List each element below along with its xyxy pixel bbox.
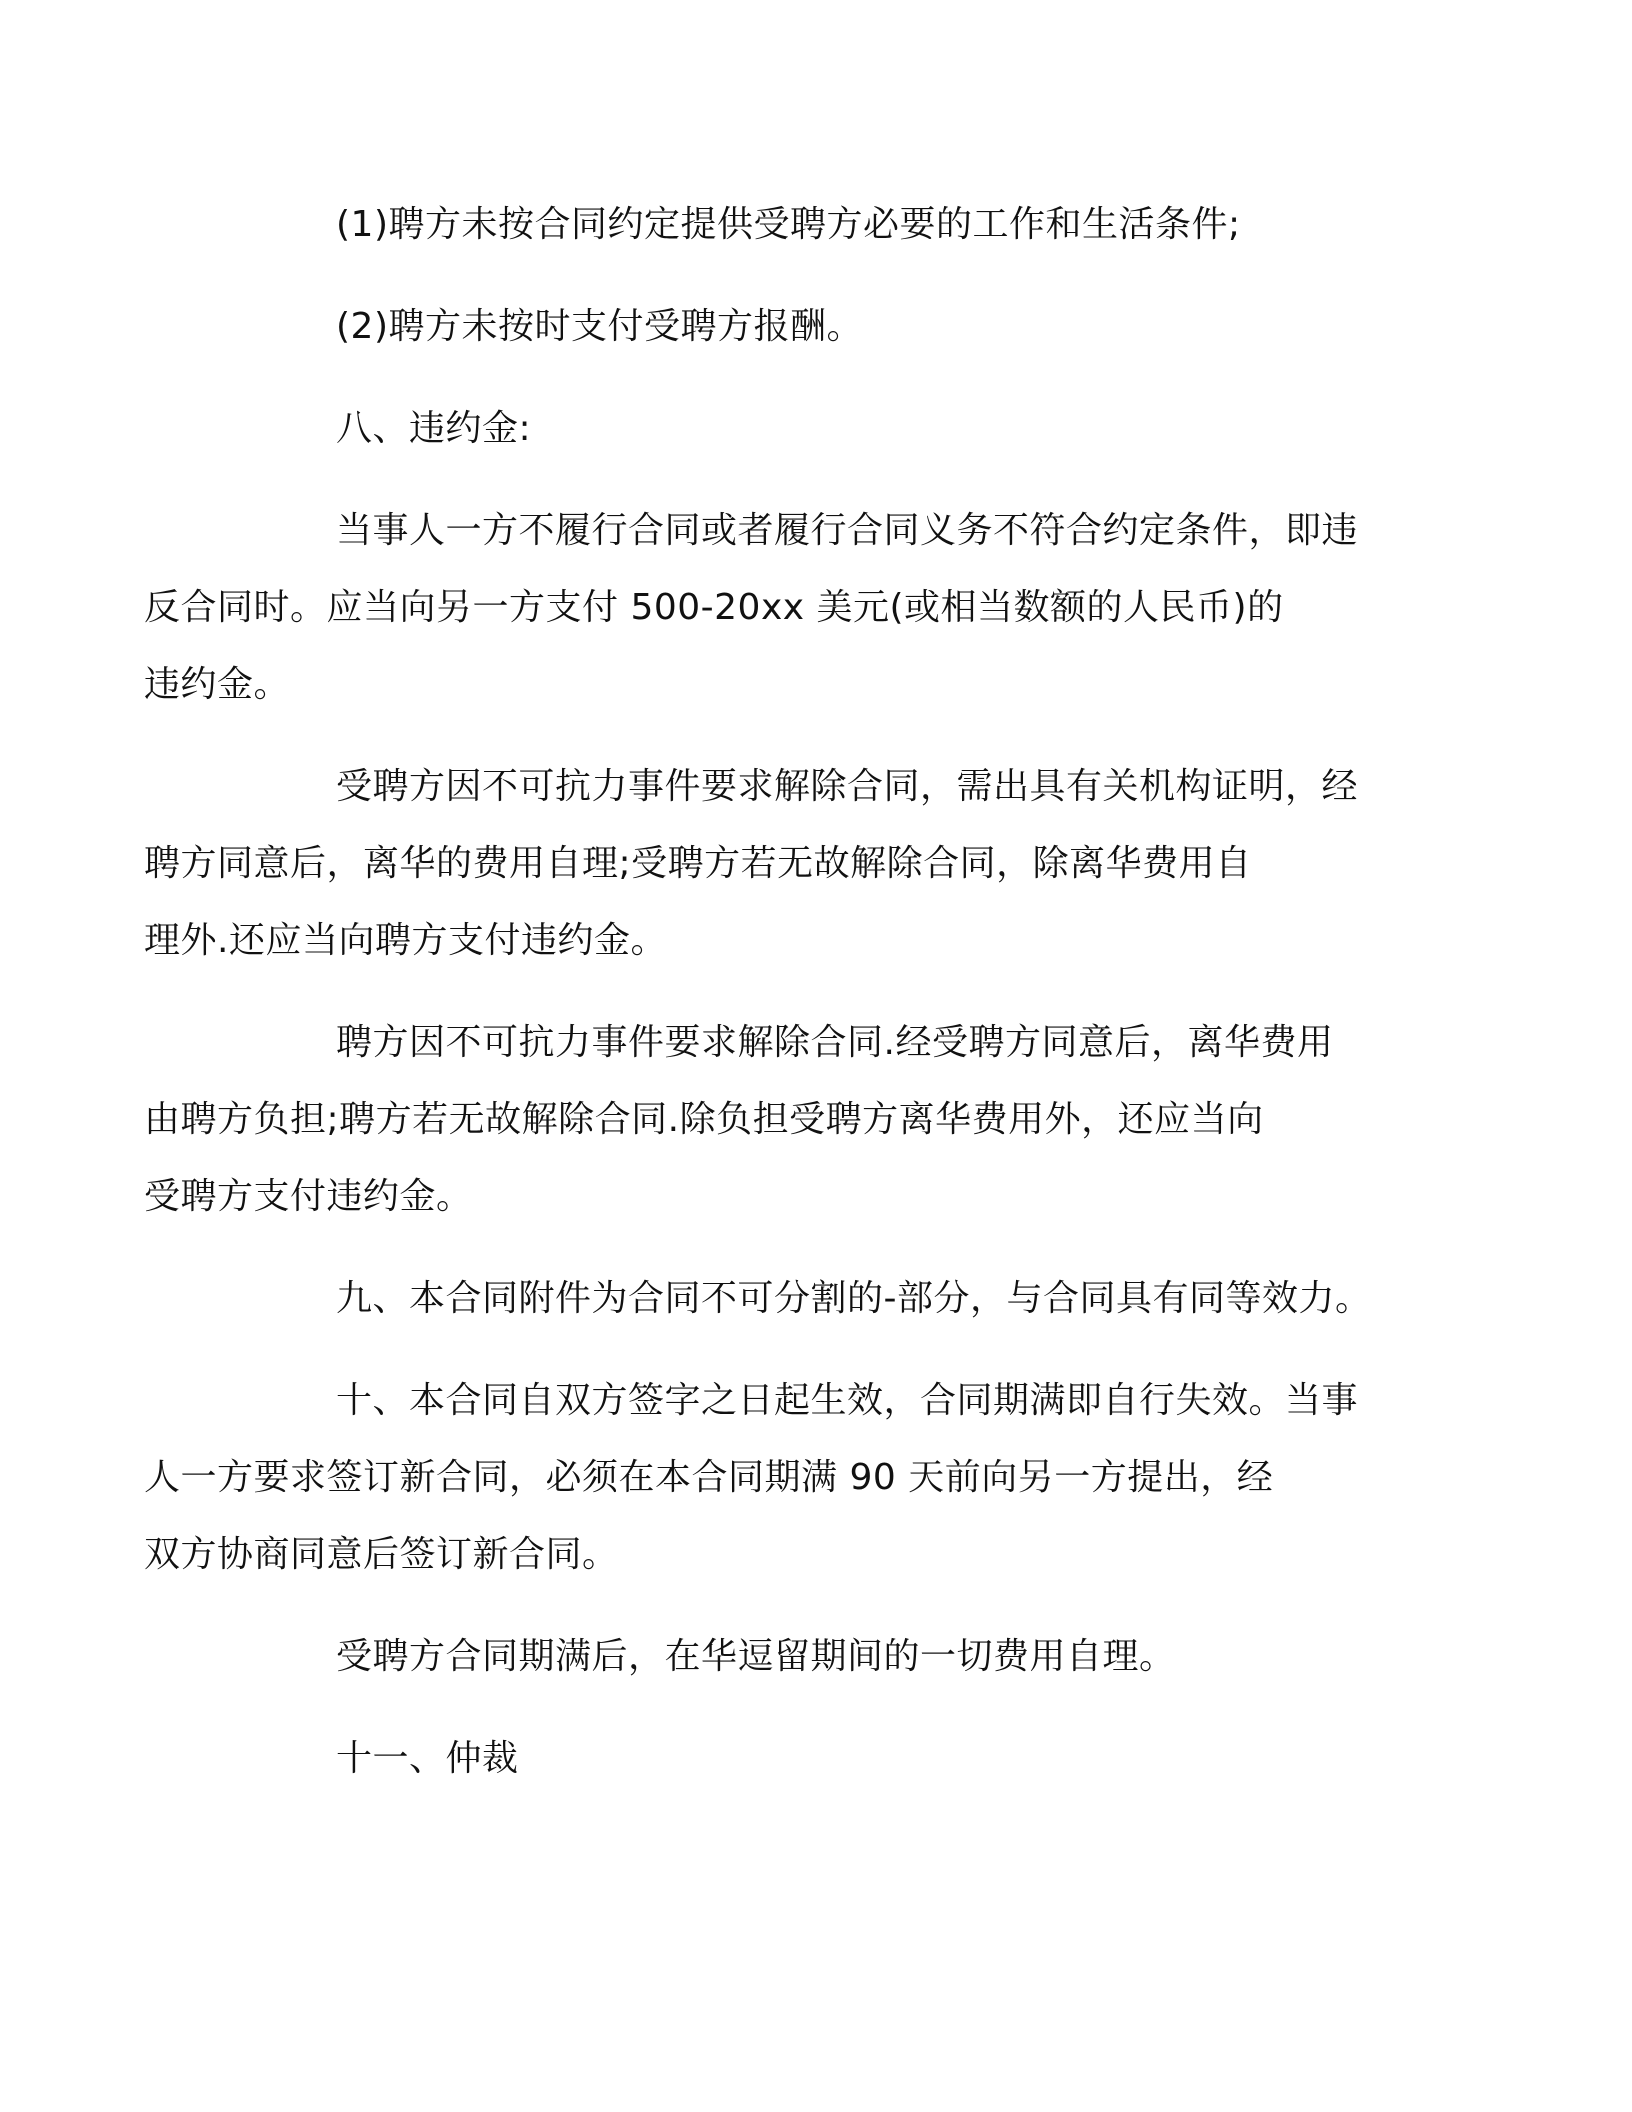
text-line: 违约金。 [144, 664, 291, 705]
text-line: 反合同时。应当向另一方支付 500-20xx 美元(或相当数额的人民币)的 [144, 587, 1284, 628]
text-line: 受聘方因不可抗力事件要求解除合同，需出具有关机构证明，经 [336, 766, 1359, 807]
text-line: 受聘方合同期满后，在华逗留期间的一切费用自理。 [336, 1636, 1176, 1677]
text-line: 理外.还应当向聘方支付违约金。 [144, 920, 667, 961]
text-line: (2)聘方未按时支付受聘方报酬。 [336, 306, 863, 347]
text-line: 人一方要求签订新合同，必须在本合同期满 90 天前向另一方提出，经 [144, 1457, 1274, 1498]
text-line: 受聘方支付违约金。 [144, 1176, 473, 1217]
text-line: 聘方同意后，离华的费用自理;受聘方若无故解除合同，除离华费用自 [144, 843, 1252, 884]
paragraph-employer-termination [144, 1004, 1376, 1235]
clause-item-2 [240, 288, 1376, 365]
text-line: 当事人一方不履行合同或者履行合同义务不符合约定条件，即违 [336, 510, 1359, 551]
section-10 [144, 1362, 1376, 1593]
text-line: 九、本合同附件为合同不可分割的-部分，与合同具有同等效力。 [336, 1278, 1372, 1319]
text-line: 八、违约金: [336, 408, 532, 449]
section-heading-8 [240, 390, 1376, 467]
section-9 [240, 1260, 1376, 1337]
section-heading-11 [240, 1720, 1376, 1797]
document-body [144, 186, 1376, 1822]
paragraph-expenses [240, 1618, 1376, 1695]
text-line: (1)聘方未按合同约定提供受聘方必要的工作和生活条件; [336, 204, 1241, 245]
text-line: 聘方因不可抗力事件要求解除合同.经受聘方同意后，离华费用 [336, 1022, 1334, 1063]
text-line: 十、本合同自双方签字之日起生效，合同期满即自行失效。当事 [336, 1380, 1359, 1421]
paragraph-employee-termination [144, 748, 1376, 979]
text-line: 双方协商同意后签订新合同。 [144, 1534, 619, 1575]
clause-item-1 [240, 186, 1376, 263]
paragraph-penalty [144, 492, 1376, 723]
text-line: 由聘方负担;聘方若无故解除合同.除负担受聘方离华费用外，还应当向 [144, 1099, 1264, 1140]
text-line: 十一、仲裁 [336, 1738, 519, 1779]
